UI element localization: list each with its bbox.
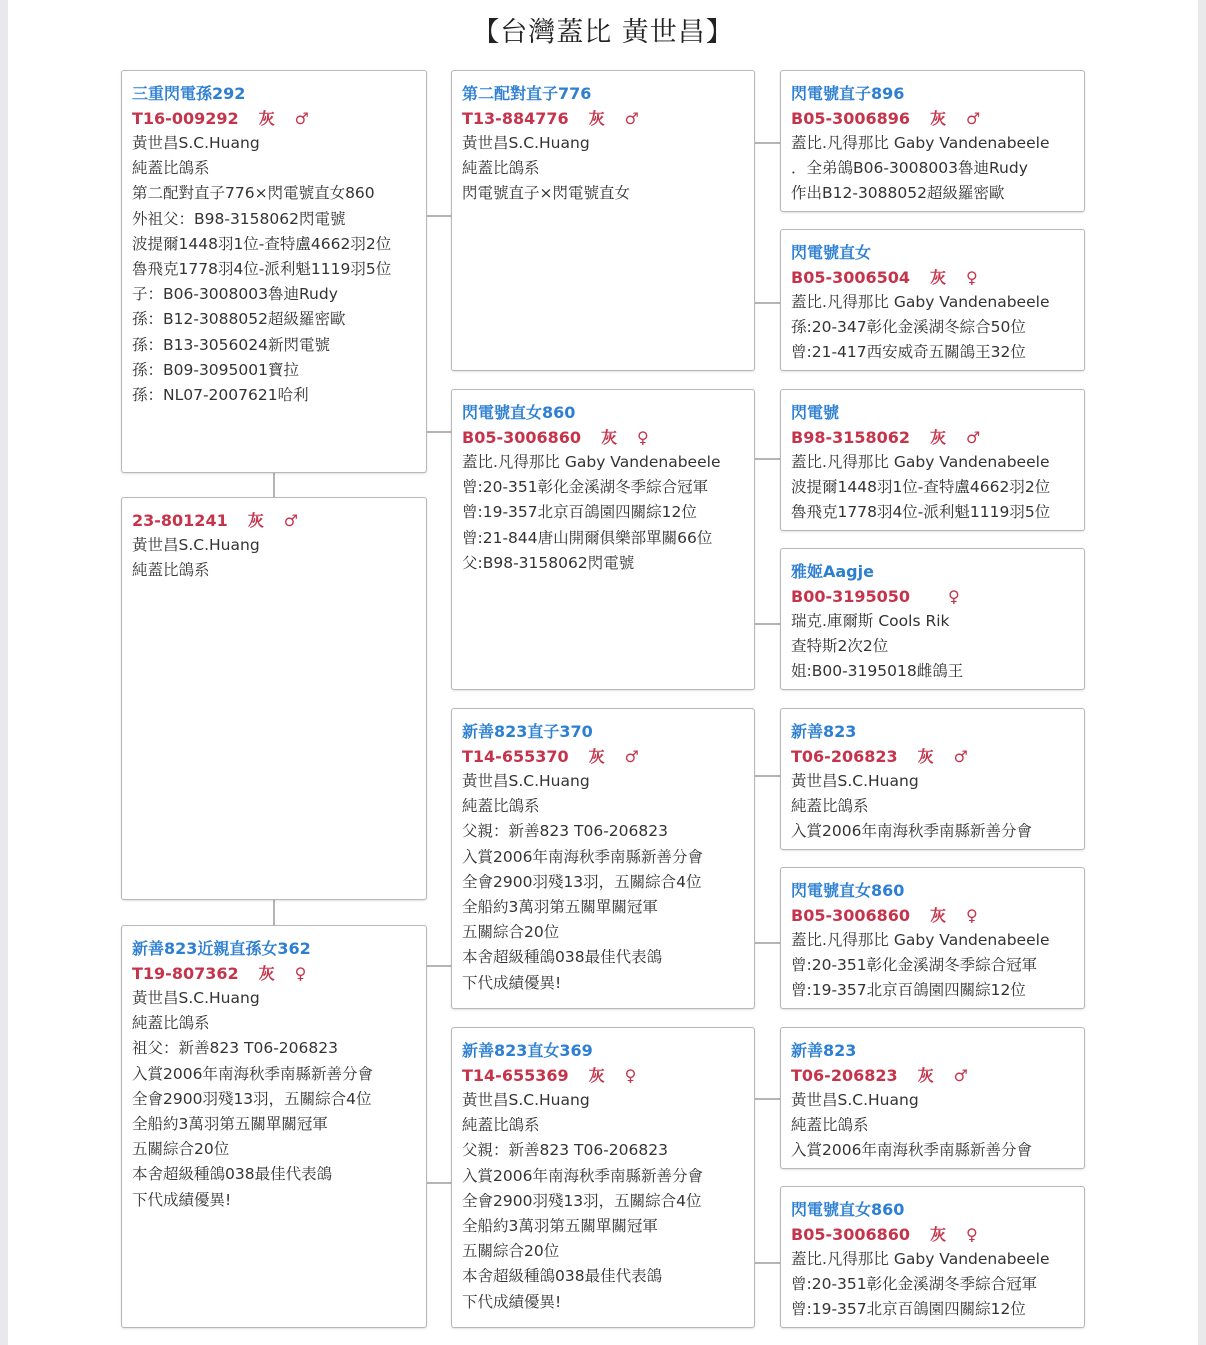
info-line: 下代成績優異!: [462, 973, 562, 992]
pigeon-name: 閃電號直女860: [462, 403, 576, 422]
connector-line: [426, 1182, 451, 1184]
info-line: 下代成績優異!: [132, 1190, 232, 1209]
connector-line: [754, 458, 780, 460]
info-line: 本舍超級種鴿038最佳代表鴿: [462, 1267, 663, 1286]
pigeon-card-grandparent: [780, 70, 1085, 212]
ring-number: B05-3006504: [791, 268, 911, 287]
sex-icon: ♂: [953, 747, 968, 766]
pigeon-name: 閃電號: [791, 403, 840, 422]
connector-line: [754, 1098, 780, 1100]
info-line: 入賞2006年南海秋季南縣新善分會: [791, 822, 1032, 841]
info-line: 閃電號直子×閃電號直女: [462, 184, 630, 203]
info-line: 祖父：新善823 T06-206823: [132, 1039, 338, 1058]
info-line: 蓋比.凡得那比 Gaby Vandenabeele: [791, 293, 1050, 311]
info-line: 純蓋比鴿系: [462, 1116, 540, 1135]
info-line: 黃世昌S.C.Huang: [462, 134, 590, 152]
connector-line: [754, 302, 780, 304]
info-line: 入賞2006年南海秋季南縣新善分會: [462, 1166, 703, 1185]
info-line: 本舍超級種鴿038最佳代表鴿: [132, 1165, 333, 1184]
sex-icon: ♂: [283, 511, 299, 530]
info-line: 姐:B00-3195018雌鴿王: [791, 662, 964, 681]
pedigree-page: [8, 0, 1198, 1345]
ring-number: T14-655370: [462, 747, 569, 766]
connector-line: [754, 623, 780, 625]
info-line: 曾:19-357北京百鴿園四關綜12位: [791, 981, 1026, 1000]
info-line: 下代成績優異!: [462, 1292, 562, 1311]
info-line: 孫：B13-3056024新閃電號: [132, 335, 330, 354]
info-line: 曾:20-351彰化金溪湖冬季綜合冠軍: [462, 478, 709, 497]
ring-number-row: [462, 106, 754, 131]
ring-number: T16-009292: [132, 109, 239, 128]
info-line: 魯飛克1778羽4位-派利魁1119羽5位: [791, 503, 1051, 522]
pigeon-card-grandparent: [780, 389, 1085, 531]
feather-color: 灰: [258, 964, 275, 983]
info-line: 孫：B09-3095001寶拉: [132, 360, 299, 379]
pigeon-name: 閃電號直女860: [791, 881, 905, 900]
info-line: 曾:21-417西安威奇五關鴿王32位: [791, 343, 1026, 362]
connector-line: [754, 775, 780, 777]
sex-icon: ♀: [948, 587, 960, 606]
info-line: 曾:20-351彰化金溪湖冬季綜合冠軍: [791, 1275, 1038, 1294]
ring-number: 23-801241: [132, 511, 228, 530]
info-line: 入賞2006年南海秋季南縣新善分會: [132, 1064, 373, 1083]
info-line: 全船約3萬羽第五關單關冠軍: [132, 1115, 328, 1134]
ring-number-row: [132, 961, 426, 986]
info-line: 黃世昌S.C.Huang: [791, 772, 919, 790]
pigeon-name: 雅姬Aagje: [791, 562, 874, 581]
pigeon-name: 第二配對直子776: [462, 84, 592, 103]
sex-icon: ♂: [294, 109, 309, 128]
connector-line: [426, 431, 451, 433]
sex-icon: ♀: [966, 906, 978, 925]
pigeon-card-subject: [121, 497, 427, 900]
info-line: 子：B06-3008003魯迪Rudy: [132, 285, 338, 304]
pigeon-card-parent: [451, 708, 755, 1009]
feather-color: 灰: [917, 1066, 934, 1085]
ring-number-row: [791, 744, 1084, 769]
pigeon-name: 新善823近親直孫女362: [132, 939, 311, 958]
feather-color: 灰: [930, 1225, 947, 1244]
page-title: 【台灣蓋比 黃世昌】: [472, 17, 734, 48]
sex-icon: ♂: [966, 428, 981, 447]
feather-color: 灰: [588, 1066, 605, 1085]
info-line: 曾:19-357北京百鴿園四關綜12位: [462, 503, 697, 522]
sex-icon: ♀: [294, 964, 307, 983]
ring-number: T06-206823: [791, 1066, 898, 1085]
info-line: 全會2900羽殘13羽，五關綜合4位: [132, 1089, 372, 1108]
info-line: 第二配對直子776×閃電號直女860: [132, 184, 375, 203]
info-line: 孫:20-347彰化金溪湖冬綜合50位: [791, 318, 1026, 337]
ring-number-row: [791, 584, 1084, 609]
info-line: 蓋比.凡得那比 Gaby Vandenabeele: [791, 453, 1050, 471]
info-line: 曾:21-844唐山開爾俱樂部單關66位: [462, 528, 713, 547]
ring-number: T13-884776: [462, 109, 569, 128]
connector-line: [426, 215, 451, 217]
info-line: 黃世昌S.C.Huang: [462, 772, 590, 790]
info-line: 魯飛克1778羽4位-派利魁1119羽5位: [132, 260, 392, 279]
info-line: 五關綜合20位: [132, 1140, 230, 1159]
pigeon-card-grandparent: [780, 708, 1085, 850]
info-line: 蓋比.凡得那比 Gaby Vandenabeele: [791, 1250, 1050, 1268]
info-line: 黃世昌S.C.Huang: [462, 1091, 590, 1109]
sex-icon: ♀: [966, 1225, 978, 1244]
pigeon-name: 三重閃電孫292: [132, 84, 246, 103]
info-line: 本舍超級種鴿038最佳代表鴿: [462, 948, 663, 967]
ring-number-row: [462, 1063, 754, 1088]
info-line: 蓋比.凡得那比 Gaby Vandenabeele: [791, 134, 1050, 152]
sex-icon: ♀: [966, 268, 978, 287]
pigeon-card-parent: [451, 70, 755, 371]
info-line: 黃世昌S.C.Huang: [132, 989, 260, 1007]
info-line: 黃世昌S.C.Huang: [132, 536, 260, 554]
info-line: 純蓋比鴿系: [462, 159, 540, 178]
info-line: 曾:20-351彰化金溪湖冬季綜合冠軍: [791, 956, 1038, 975]
info-line: 全會2900羽殘13羽，五關綜合4位: [462, 872, 702, 891]
ring-number-row: [132, 508, 426, 533]
connector-line: [754, 942, 780, 944]
feather-color: 灰: [258, 109, 275, 128]
info-line: 父親：新善823 T06-206823: [462, 822, 668, 841]
pigeon-card-subject-bottom: [121, 925, 427, 1328]
ring-number-row: [791, 1222, 1084, 1247]
info-line: 蓋比.凡得那比 Gaby Vandenabeele: [462, 453, 721, 471]
info-line: 外祖父：B98-3158062閃電號: [132, 209, 346, 228]
info-line: 查特斯2次2位: [791, 637, 889, 656]
info-line: 純蓋比鴿系: [132, 561, 210, 580]
info-line: 波提爾1448羽1位-查特盧4662羽2位: [791, 478, 1051, 497]
pigeon-card-grandparent: [780, 1186, 1085, 1328]
ring-number-row: [462, 425, 754, 450]
sex-icon: ♂: [624, 109, 639, 128]
info-line: 五關綜合20位: [462, 923, 560, 942]
ring-number: T19-807362: [132, 964, 239, 983]
ring-number-row: [791, 265, 1084, 290]
info-line: 全船約3萬羽第五關單關冠軍: [462, 898, 658, 917]
ring-number: B98-3158062: [791, 428, 911, 447]
info-line: 孫：B12-3088052超級羅密歐: [132, 310, 346, 329]
feather-color: 灰: [930, 109, 947, 128]
pigeon-name: 新善823: [791, 722, 857, 741]
info-line: 黃世昌S.C.Huang: [791, 1091, 919, 1109]
ring-number: T14-655369: [462, 1066, 569, 1085]
info-line: 父:B98-3158062閃電號: [462, 553, 635, 572]
ring-number: B05-3006860: [791, 1225, 911, 1244]
pigeon-card-grandparent: [780, 867, 1085, 1009]
info-line: 純蓋比鴿系: [462, 797, 540, 816]
ring-number-row: [462, 744, 754, 769]
connector-line: [273, 899, 275, 926]
info-line: ．全弟鴿B06-3008003魯迪Rudy: [791, 159, 1028, 178]
ring-number: B05-3006860: [791, 906, 911, 925]
feather-color: 灰: [930, 268, 947, 287]
connector-line: [426, 965, 451, 967]
pigeon-card-grandparent: [780, 1027, 1085, 1169]
sex-icon: ♂: [966, 109, 981, 128]
info-line: 五關綜合20位: [462, 1242, 560, 1261]
ring-number: B05-3006860: [462, 428, 582, 447]
sex-icon: ♀: [637, 428, 649, 447]
pigeon-card-parent: [451, 389, 755, 690]
feather-color: 灰: [601, 428, 618, 447]
pigeon-name: 新善823: [791, 1041, 857, 1060]
pigeon-card-grandparent: [780, 229, 1085, 371]
info-line: 純蓋比鴿系: [791, 797, 869, 816]
info-line: 純蓋比鴿系: [132, 1014, 210, 1033]
info-line: 蓋比.凡得那比 Gaby Vandenabeele: [791, 931, 1050, 949]
info-line: 黃世昌S.C.Huang: [132, 134, 260, 152]
pigeon-name: 閃電號直女: [791, 243, 872, 262]
connector-line: [273, 472, 275, 498]
connector-line: [754, 1262, 780, 1264]
pigeon-name: 閃電號直子896: [791, 84, 905, 103]
info-line: 純蓋比鴿系: [791, 1116, 869, 1135]
ring-number-row: [791, 425, 1084, 450]
info-line: 全船約3萬羽第五關單關冠軍: [462, 1217, 658, 1236]
info-line: 入賞2006年南海秋季南縣新善分會: [791, 1141, 1032, 1160]
info-line: 父親：新善823 T06-206823: [462, 1141, 668, 1160]
feather-color: 灰: [247, 511, 264, 530]
info-line: 純蓋比鴿系: [132, 159, 210, 178]
ring-number-row: [132, 106, 426, 131]
info-line: 瑞克.庫爾斯 Cools Rik: [791, 612, 950, 630]
pigeon-name: 閃電號直女860: [791, 1200, 905, 1219]
feather-color: 灰: [930, 906, 947, 925]
feather-color: 灰: [588, 109, 605, 128]
info-line: 曾:19-357北京百鴿園四關綜12位: [791, 1300, 1026, 1319]
sex-icon: ♂: [624, 747, 639, 766]
pigeon-card-parent: [451, 1027, 755, 1328]
connector-line: [754, 142, 780, 144]
info-line: 全會2900羽殘13羽，五關綜合4位: [462, 1191, 702, 1210]
sex-icon: ♂: [953, 1066, 968, 1085]
ring-number-row: [791, 1063, 1084, 1088]
info-line: 作出B12-3088052超級羅密歐: [791, 184, 1005, 203]
ring-number: B05-3006896: [791, 109, 911, 128]
pigeon-name: 新善823直子370: [462, 722, 593, 741]
ring-number-row: [791, 106, 1084, 131]
sex-icon: ♀: [624, 1066, 637, 1085]
info-line: 波提爾1448羽1位-查特盧4662羽2位: [132, 234, 392, 253]
feather-color: 灰: [588, 747, 605, 766]
ring-number-row: [791, 903, 1084, 928]
pigeon-card-grandparent: [780, 548, 1085, 690]
pigeon-card-subject-top: [121, 70, 427, 473]
ring-number: B00-3195050: [791, 587, 911, 606]
pigeon-name: 新善823直女369: [462, 1041, 593, 1060]
feather-color: 灰: [930, 428, 947, 447]
ring-number: T06-206823: [791, 747, 898, 766]
info-line: 孫：NL07-2007621哈利: [132, 386, 309, 405]
info-line: 入賞2006年南海秋季南縣新善分會: [462, 847, 703, 866]
feather-color: 灰: [917, 747, 934, 766]
